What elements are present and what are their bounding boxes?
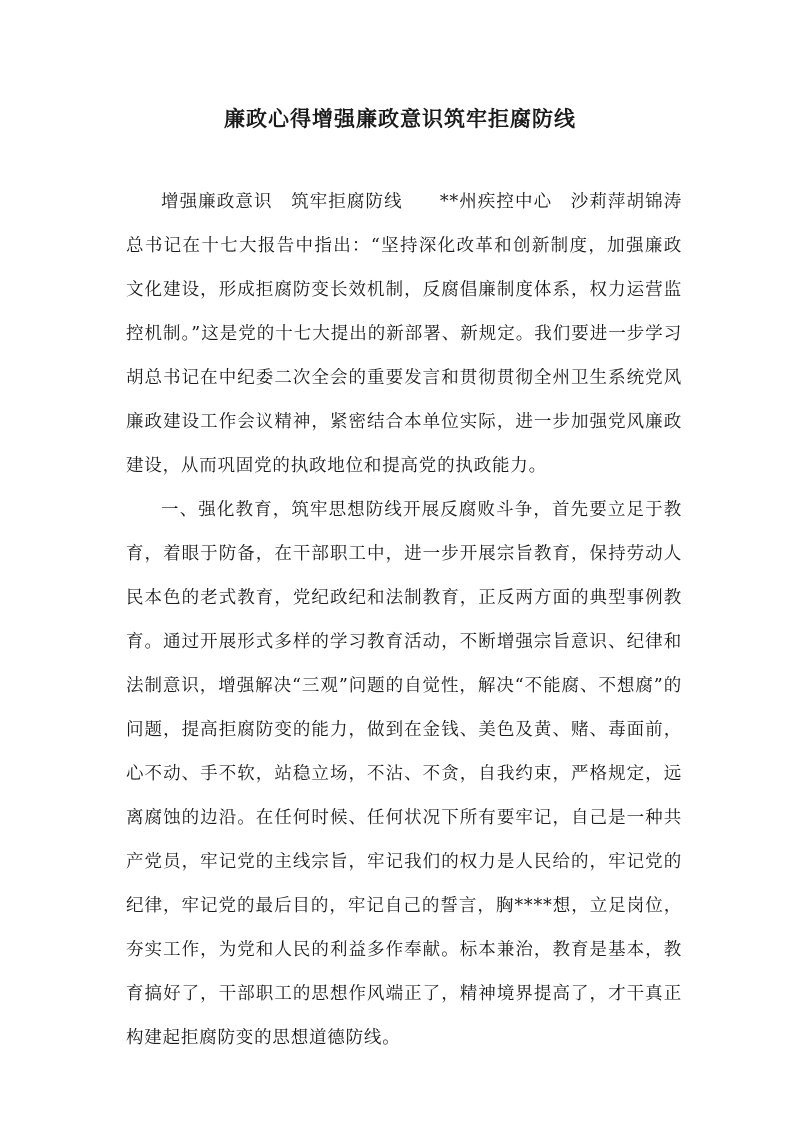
paragraph-intro: 增强廉政意识 筑牢拒腐防线 **州疾控中心 沙莉萍胡锦涛总书记在十七大报告中指出：“坚持深化改革和创新制度，加强廉政文化建设，形成拒腐防变长效机制，反腐倡廉制度体系，权力运营监控机制。”这是党的十七大提出的新部署、新规定。我们要进一步学习胡总书记在中纪委二次全会的重要发言和贯彻贯彻全州卫生系统党风廉政建设工作会议精神，紧密结合本单位实际，进一步加强党风廉政建设，从而巩固党的执政地位和提高党的执政能力。 bbox=[126, 192, 682, 476]
paragraph-education: 一、强化教育，筑牢思想防线开展反腐败斗争，首先要立足于教育，着眼于防备，在干部职工中，进一步开展宗旨教育，保持劳动人民本色的老式教育，党纪政纪和法制教育，正反两方面的典型事例教育。通过开展形式多样的学习教育活动，不断增强宗旨意识、纪律和法制意识，增强解决“三观”问题的自觉性，解决“不能腐、不想腐”的问题，提高拒腐防变的能力，做到在金钱、美色及黄、赌、毒面前，心不动、手不软，站稳立场，不沾、不贪，自我约束，严格规定，远离腐蚀的边沿。在任何时候、任何状况下所有要牢记，自己是一种共产党员，牢记党的主线宗旨，牢记我们的权力是人民给的，牢记党的纪律，牢记党的最后目的，牢记自己的誓言，胸****想，立足岗位，夯实工作，为党和人民的利益多作奉献。标本兼治，教育是基本，教育搞好了，干部职工的思想作风端正了，精神境界提高了，才干真正构建起拒腐防变的思想道德防线。 bbox=[126, 500, 682, 1048]
document-title: 廉政心得增强廉政意识筑牢拒腐防线 bbox=[224, 106, 576, 131]
document-body bbox=[126, 180, 682, 1060]
